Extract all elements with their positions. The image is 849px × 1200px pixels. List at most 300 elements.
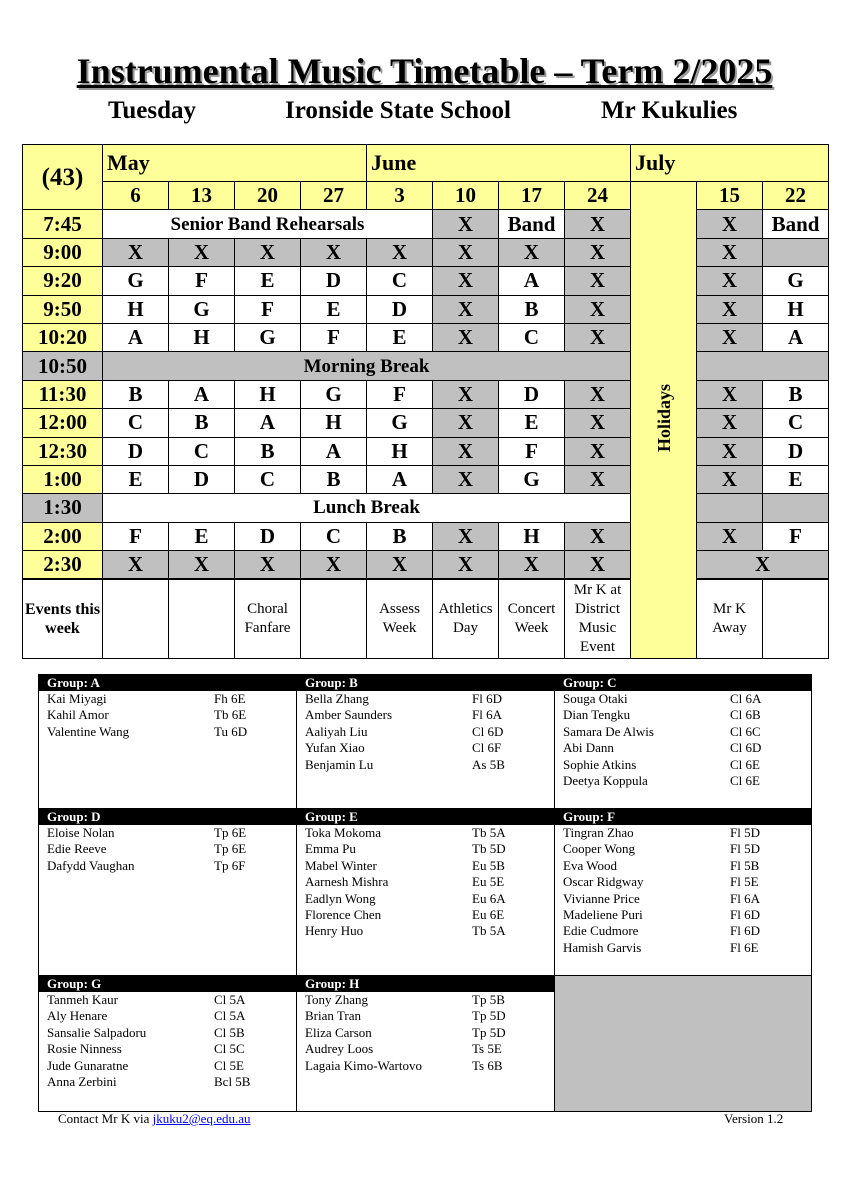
- event-cell: [169, 579, 235, 659]
- timetable-cell: X: [301, 238, 367, 266]
- member-name: Anna Zerbini: [47, 1073, 117, 1089]
- time-label: 9:50: [23, 295, 103, 323]
- timetable-cell: B: [169, 409, 235, 437]
- member-instrument-class: Cl 6E: [730, 756, 760, 772]
- timetable-cell: X: [697, 238, 763, 266]
- morning-break: Morning Break: [103, 352, 631, 380]
- timetable-cell: X: [103, 551, 169, 580]
- timetable-cell: B: [499, 295, 565, 323]
- time-label: 1:30: [23, 494, 103, 522]
- member-name: Dafydd Vaughan: [47, 857, 135, 873]
- member-instrument-class: Cl 6F: [472, 740, 502, 756]
- time-label: 12:00: [23, 409, 103, 437]
- timetable-cell: X: [697, 210, 763, 238]
- member-name: Jude Gunaratne: [47, 1057, 129, 1073]
- timetable-cell: X: [433, 465, 499, 493]
- week-header: 13: [169, 182, 235, 210]
- group-member-row: [297, 992, 554, 1008]
- timetable-cell: X: [697, 323, 763, 351]
- timetable-cell: C: [499, 323, 565, 351]
- group-member-row: [39, 1041, 296, 1057]
- timetable-cell: Band: [499, 210, 565, 238]
- member-name: Samara De Alwis: [563, 723, 654, 739]
- member-instrument-class: Fl 6D: [730, 923, 760, 939]
- member-instrument-class: Cl 6A: [730, 691, 762, 706]
- member-name: Hamish Garvis: [563, 939, 642, 955]
- timetable-cell: A: [103, 323, 169, 351]
- event-cell: Assess Week: [367, 579, 433, 659]
- time-label: 2:30: [23, 551, 103, 580]
- time-label: 2:00: [23, 522, 103, 550]
- group-member-row: [39, 858, 296, 874]
- member-instrument-class: Bcl 5B: [214, 1073, 251, 1089]
- time-label: 10:20: [23, 323, 103, 351]
- timetable-cell: X: [565, 551, 631, 580]
- member-name: Tingran Zhao: [563, 825, 634, 840]
- member-instrument-class: Fl 6E: [730, 939, 759, 955]
- timetable-cell: X: [433, 238, 499, 266]
- timetable-cell: F: [763, 522, 829, 550]
- member-name: Dian Tengku: [563, 707, 631, 723]
- page-title: Instrumental Music Timetable – Term 2/2025: [76, 51, 773, 91]
- week-header: 20: [235, 182, 301, 210]
- event-cell: [103, 579, 169, 659]
- timetable-cell: X: [499, 238, 565, 266]
- timetable-cell: G: [499, 465, 565, 493]
- member-instrument-class: Cl 5C: [214, 1041, 245, 1057]
- group-member-row: [297, 858, 554, 874]
- member-instrument-class: Cl 6D: [730, 740, 762, 756]
- timetable-cell: F: [235, 295, 301, 323]
- timetable-cell: H: [499, 522, 565, 550]
- group-member-row: [297, 874, 554, 890]
- timetable-cell: X: [367, 551, 433, 580]
- member-name: Sansalie Salpadoru: [47, 1024, 147, 1040]
- timetable-cell: G: [169, 295, 235, 323]
- timetable-cell: B: [367, 522, 433, 550]
- group-member-row: [297, 1041, 554, 1057]
- timetable-cell: X: [565, 522, 631, 550]
- timetable-cell: X: [565, 437, 631, 465]
- member-instrument-class: Fl 6A: [730, 890, 760, 906]
- group-member-row: [555, 825, 811, 841]
- timetable-cell: H: [235, 380, 301, 408]
- timetable-cell: C: [235, 465, 301, 493]
- group-a: [39, 675, 297, 809]
- timetable-cell: X: [433, 210, 499, 238]
- time-label: 1:00: [23, 465, 103, 493]
- member-instrument-class: Cl 6D: [472, 723, 504, 739]
- month-july: July: [631, 145, 829, 182]
- group-member-row: [297, 707, 554, 723]
- timetable-cell: X: [433, 323, 499, 351]
- timetable-cell: X: [433, 267, 499, 295]
- member-name: Audrey Loos: [305, 1041, 374, 1057]
- member-name: Mabel Winter: [305, 857, 377, 873]
- timetable-cell: X: [565, 380, 631, 408]
- break-cell: [697, 494, 763, 522]
- member-instrument-class: Eu 6E: [472, 906, 505, 922]
- timetable-cell: D: [763, 437, 829, 465]
- group-member-row: [555, 773, 811, 789]
- timetable-cell: X: [565, 295, 631, 323]
- timetable-cell: X: [433, 551, 499, 580]
- timetable-cell: X: [697, 380, 763, 408]
- member-name: Yufan Xiao: [305, 740, 365, 756]
- group-title: Group: F: [555, 809, 811, 825]
- time-label: 7:45: [23, 210, 103, 238]
- time-label: 9:00: [23, 238, 103, 266]
- group-member-row: [297, 891, 554, 907]
- timetable-cell: X: [103, 238, 169, 266]
- group-member-row: [39, 1008, 296, 1024]
- week-header: 6: [103, 182, 169, 210]
- timetable-cell: X: [565, 409, 631, 437]
- timetable-cell: X: [697, 465, 763, 493]
- timetable-cell: G: [763, 267, 829, 295]
- group-h: [297, 976, 555, 1111]
- member-instrument-class: Fl 6A: [472, 707, 502, 723]
- group-b: [297, 675, 555, 809]
- timetable-cell: X: [169, 238, 235, 266]
- timetable-cell: E: [235, 267, 301, 295]
- group-title: Group: D: [39, 809, 296, 825]
- group-member-row: [39, 1025, 296, 1041]
- member-instrument-class: Tb 6E: [214, 707, 247, 723]
- member-name: Florence Chen: [305, 906, 382, 922]
- group-member-row: [555, 907, 811, 923]
- member-name: Kai Miyagi: [47, 691, 107, 706]
- timetable-cell: F: [499, 437, 565, 465]
- member-name: Edie Reeve: [47, 841, 107, 857]
- timetable-cell: X: [697, 295, 763, 323]
- week-header: 3: [367, 182, 433, 210]
- event-cell: Mr K Away: [697, 579, 763, 659]
- timetable-cell: C: [103, 409, 169, 437]
- timetable-cell: X: [565, 210, 631, 238]
- group-member-row: [555, 757, 811, 773]
- timetable-cell: X: [433, 522, 499, 550]
- group-member-row: [555, 707, 811, 723]
- timetable-cell: G: [301, 380, 367, 408]
- group-member-row: [297, 825, 554, 841]
- timetable-cell: X: [433, 380, 499, 408]
- member-instrument-class: Fl 5B: [730, 857, 760, 873]
- group-member-row: [555, 923, 811, 939]
- school-name: Ironside State School: [285, 97, 511, 124]
- group-member-row: [555, 724, 811, 740]
- timetable-cell: H: [367, 437, 433, 465]
- timetable-cell: A: [169, 380, 235, 408]
- week-header: 22: [763, 182, 829, 210]
- week-header: 10: [433, 182, 499, 210]
- member-instrument-class: Cl 5B: [214, 1024, 245, 1040]
- timetable-cell: C: [301, 522, 367, 550]
- timetable-cell: C: [169, 437, 235, 465]
- member-instrument-class: Tb 5D: [472, 841, 506, 857]
- time-label: 9:20: [23, 267, 103, 295]
- group-member-row: [555, 858, 811, 874]
- timetable-cell: A: [367, 465, 433, 493]
- member-instrument-class: Fl 5D: [730, 841, 760, 857]
- member-instrument-class: Tp 6F: [214, 857, 246, 873]
- timetable-cell: X: [565, 465, 631, 493]
- timetable-cell: A: [235, 409, 301, 437]
- time-label: 11:30: [23, 380, 103, 408]
- member-instrument-class: Tb 5A: [472, 825, 506, 840]
- timetable-cell: X: [565, 238, 631, 266]
- member-instrument-class: Fl 5D: [730, 825, 760, 840]
- time-label: 12:30: [23, 437, 103, 465]
- version-label: Version 1.2: [724, 1111, 784, 1126]
- group-member-row: [555, 891, 811, 907]
- member-instrument-class: Cl 5E: [214, 1057, 244, 1073]
- member-instrument-class: Ts 6B: [472, 1057, 503, 1073]
- group-member-row: [39, 825, 296, 841]
- groups-panel: [38, 674, 812, 1112]
- teacher-name: Mr Kukulies: [601, 97, 738, 124]
- group-title: Group: G: [39, 976, 296, 992]
- timetable-cell: D: [235, 522, 301, 550]
- day-label: Tuesday: [108, 97, 197, 124]
- member-name: Brian Tran: [305, 1008, 361, 1024]
- timetable-cell: B: [301, 465, 367, 493]
- term-code: (43): [23, 145, 103, 210]
- group-e: [297, 809, 555, 976]
- group-member-row: [39, 1074, 296, 1090]
- member-name: Eva Wood: [563, 857, 617, 873]
- group-member-row: [39, 992, 296, 1008]
- event-cell: Concert Week: [499, 579, 565, 659]
- group-member-row: [555, 940, 811, 956]
- timetable-cell: B: [103, 380, 169, 408]
- timetable-cell: B: [763, 380, 829, 408]
- member-name: Edie Cudmore: [563, 923, 639, 939]
- timetable-cell: F: [301, 323, 367, 351]
- member-name: Sophie Atkins: [563, 756, 637, 772]
- member-name: Bella Zhang: [305, 691, 369, 706]
- group-member-row: [39, 724, 296, 740]
- timetable-cell: X: [565, 323, 631, 351]
- senior-band-rehearsals: Senior Band Rehearsals: [103, 210, 433, 238]
- timetable-cell: X: [697, 551, 829, 580]
- timetable-cell: X: [697, 522, 763, 550]
- timetable-cell: H: [763, 295, 829, 323]
- group-title: Group: C: [555, 675, 811, 691]
- member-name: Toka Mokoma: [305, 825, 381, 840]
- member-name: Valentine Wang: [47, 723, 130, 739]
- member-name: Cooper Wong: [563, 841, 636, 857]
- member-name: Souga Otaki: [563, 691, 628, 706]
- member-instrument-class: Tu 6D: [214, 723, 248, 739]
- member-name: Eloise Nolan: [47, 825, 115, 840]
- member-name: Eadlyn Wong: [305, 890, 376, 906]
- event-cell: Choral Fanfare: [235, 579, 301, 659]
- member-name: Deetya Koppula: [563, 772, 648, 788]
- member-instrument-class: Fl 6D: [472, 691, 502, 706]
- group-title: Group: E: [297, 809, 554, 825]
- group-member-row: [39, 691, 296, 707]
- timetable-cell: X: [367, 238, 433, 266]
- member-name: Aaliyah Liu: [305, 723, 368, 739]
- week-header: 24: [565, 182, 631, 210]
- timetable-cell: G: [235, 323, 301, 351]
- month-may: May: [103, 145, 367, 182]
- timetable-cell: X: [697, 409, 763, 437]
- member-instrument-class: Tp 5B: [472, 992, 505, 1007]
- group-f: [555, 809, 811, 976]
- member-name: Tony Zhang: [305, 992, 368, 1007]
- member-name: Amber Saunders: [305, 707, 393, 723]
- member-instrument-class: Eu 6A: [472, 890, 506, 906]
- member-instrument-class: Cl 6E: [730, 772, 760, 788]
- timetable-cell: [763, 238, 829, 266]
- timetable-cell: X: [697, 437, 763, 465]
- group-member-row: [39, 707, 296, 723]
- empty-group-slot: [555, 976, 811, 1111]
- timetable-cell: D: [367, 295, 433, 323]
- event-cell: [301, 579, 367, 659]
- group-member-row: [297, 691, 554, 707]
- group-title: Group: B: [297, 675, 554, 691]
- group-member-row: [297, 757, 554, 773]
- month-june: June: [367, 145, 631, 182]
- timetable-cell: A: [763, 323, 829, 351]
- timetable-cell: A: [499, 267, 565, 295]
- member-instrument-class: Tb 5A: [472, 923, 506, 939]
- timetable-cell: A: [301, 437, 367, 465]
- timetable-cell: C: [763, 409, 829, 437]
- event-cell: Mr K at District Music Event: [565, 579, 631, 659]
- timetable-cell: X: [499, 551, 565, 580]
- member-instrument-class: Fl 6D: [730, 906, 760, 922]
- timetable-cell: X: [433, 295, 499, 323]
- member-instrument-class: Cl 5A: [214, 1008, 246, 1024]
- timetable-cell: C: [367, 267, 433, 295]
- event-cell: Athletics Day: [433, 579, 499, 659]
- timetable-cell: X: [697, 267, 763, 295]
- timetable-cell: D: [301, 267, 367, 295]
- member-instrument-class: Cl 6B: [730, 707, 761, 723]
- member-instrument-class: Eu 5B: [472, 857, 505, 873]
- member-instrument-class: Cl 6C: [730, 723, 761, 739]
- group-member-row: [39, 1058, 296, 1074]
- timetable-cell: D: [499, 380, 565, 408]
- timetable-cell: G: [367, 409, 433, 437]
- member-name: Vivianne Price: [563, 890, 640, 906]
- member-name: Tanmeh Kaur: [47, 992, 118, 1007]
- member-name: Lagaia Kimo-Wartovo: [305, 1057, 422, 1073]
- group-member-row: [297, 724, 554, 740]
- member-name: Kahil Amor: [47, 707, 109, 723]
- member-name: Benjamin Lu: [305, 756, 374, 772]
- events-label: Events this week: [23, 579, 103, 659]
- week-header: 17: [499, 182, 565, 210]
- event-cell: [763, 579, 829, 659]
- timetable-cell: B: [235, 437, 301, 465]
- break-cell: [697, 352, 829, 380]
- member-name: Emma Pu: [305, 841, 356, 857]
- timetable-cell: F: [367, 380, 433, 408]
- group-member-row: [297, 1058, 554, 1074]
- timetable-cell: X: [301, 551, 367, 580]
- member-name: Oscar Ridgway: [563, 874, 644, 890]
- contact-line: [58, 1111, 251, 1127]
- member-name: Henry Huo: [305, 923, 364, 939]
- timetable: [22, 144, 829, 659]
- member-instrument-class: Tp 5D: [472, 1024, 506, 1040]
- group-g: [39, 976, 297, 1111]
- timetable-cell: X: [433, 437, 499, 465]
- timetable-cell: X: [235, 238, 301, 266]
- break-cell: [763, 494, 829, 522]
- member-instrument-class: As 5B: [472, 756, 505, 772]
- group-member-row: [555, 874, 811, 890]
- week-header: 27: [301, 182, 367, 210]
- timetable-cell: X: [433, 409, 499, 437]
- group-d: [39, 809, 297, 976]
- group-title: Group: A: [39, 675, 296, 691]
- timetable-cell: E: [169, 522, 235, 550]
- group-member-row: [39, 841, 296, 857]
- group-member-row: [297, 841, 554, 857]
- timetable-cell: F: [103, 522, 169, 550]
- member-instrument-class: Fh 6E: [214, 691, 246, 706]
- holidays-label: Holidays: [653, 384, 674, 453]
- group-member-row: [555, 841, 811, 857]
- timetable-cell: H: [103, 295, 169, 323]
- group-member-row: [297, 1025, 554, 1041]
- timetable-cell: H: [169, 323, 235, 351]
- member-name: Eliza Carson: [305, 1024, 372, 1040]
- member-instrument-class: Ts 5E: [472, 1041, 502, 1057]
- contact-email-link[interactable]: jkuku2@eq.edu.au: [152, 1111, 251, 1126]
- group-member-row: [297, 907, 554, 923]
- group-member-row: [297, 1008, 554, 1024]
- timetable-cell: D: [169, 465, 235, 493]
- week-header: 15: [697, 182, 763, 210]
- timetable-cell: Band: [763, 210, 829, 238]
- member-name: Aly Henare: [47, 1008, 108, 1024]
- timetable-cell: G: [103, 267, 169, 295]
- member-instrument-class: Tp 6E: [214, 841, 247, 857]
- member-instrument-class: Fl 5E: [730, 874, 759, 890]
- member-instrument-class: Cl 5A: [214, 992, 246, 1007]
- timetable-cell: D: [103, 437, 169, 465]
- timetable-cell: X: [235, 551, 301, 580]
- group-member-row: [555, 740, 811, 756]
- timetable-cell: F: [169, 267, 235, 295]
- member-name: Abi Dann: [563, 740, 614, 756]
- member-instrument-class: Tp 6E: [214, 825, 247, 840]
- timetable-cell: E: [499, 409, 565, 437]
- group-member-row: [297, 740, 554, 756]
- member-name: Aarnesh Mishra: [305, 874, 389, 890]
- timetable-cell: H: [301, 409, 367, 437]
- timetable-cell: X: [169, 551, 235, 580]
- holidays-column: [631, 182, 697, 659]
- group-title: Group: H: [297, 976, 554, 992]
- timetable-cell: E: [763, 465, 829, 493]
- timetable-cell: E: [367, 323, 433, 351]
- member-instrument-class: Eu 5E: [472, 874, 505, 890]
- timetable-cell: X: [565, 267, 631, 295]
- group-c: [555, 675, 811, 809]
- lunch-break: Lunch Break: [103, 494, 631, 522]
- timetable-cell: E: [301, 295, 367, 323]
- contact-text: Contact Mr K via: [58, 1111, 153, 1126]
- member-instrument-class: Tp 5D: [472, 1008, 506, 1024]
